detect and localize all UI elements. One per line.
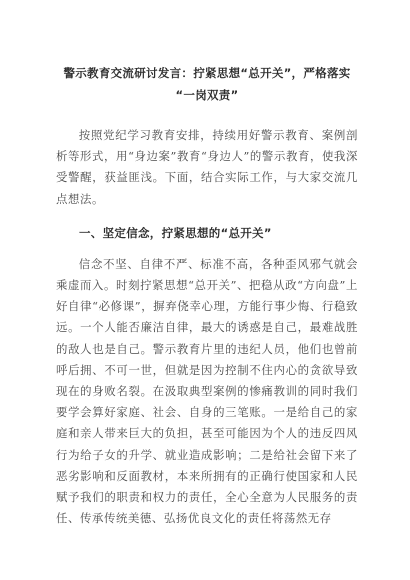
intro-paragraph: 按照党纪学习教育安排，持续用好警示教育、案例剖析等形式，用“身边案”教育“身边人”的警示教育，使我深受警醒，获益匪浅。下面，结合实际工作，与大家交流几点想法。 [56, 128, 358, 206]
document-title [56, 62, 358, 106]
section-1-paragraph: 信念不坚、自律不严、标准不高，各种歪风邪气就会乘虚而入。时刻拧紧思想“总开关”、把稳从政“方向盘”上好自律“必修课”，摒弃侥幸心理，方能行事少悔、行稳致远。一个人能否廉洁自律，最大的诱惑是自己，最难战胜的敌人也是自己。警示教育片里的违纪人员，他们也曾前呼后拥、不可一世，但就是因为控制不住内心的贪欲导致现在的身败名裂。在汲取典型案例的惨痛教训的同时我们要学会算好家庭、社会、自身的三笔账。一是给自己的家庭和亲人带来巨大的负担，甚至可能因为个人的违反四风行为给子女的升学、就业造成影响；二是给社会留下来了恶劣影响和反面教材，本来所拥有的正确行使国家和人民赋予我们的职责和权力的责任，全心全意为人民服务的责任、传承传统美德、弘扬优良文化的责任将荡然无存 [56, 256, 358, 526]
section-1-heading: 一、坚定信念，拧紧思想的“总开关” [79, 225, 272, 240]
document-title-line-1: 警示教育交流研讨发言：拧紧思想“总开关”，严格落实 [63, 66, 351, 80]
document-title-line-2: “一岗双责” [175, 88, 239, 102]
